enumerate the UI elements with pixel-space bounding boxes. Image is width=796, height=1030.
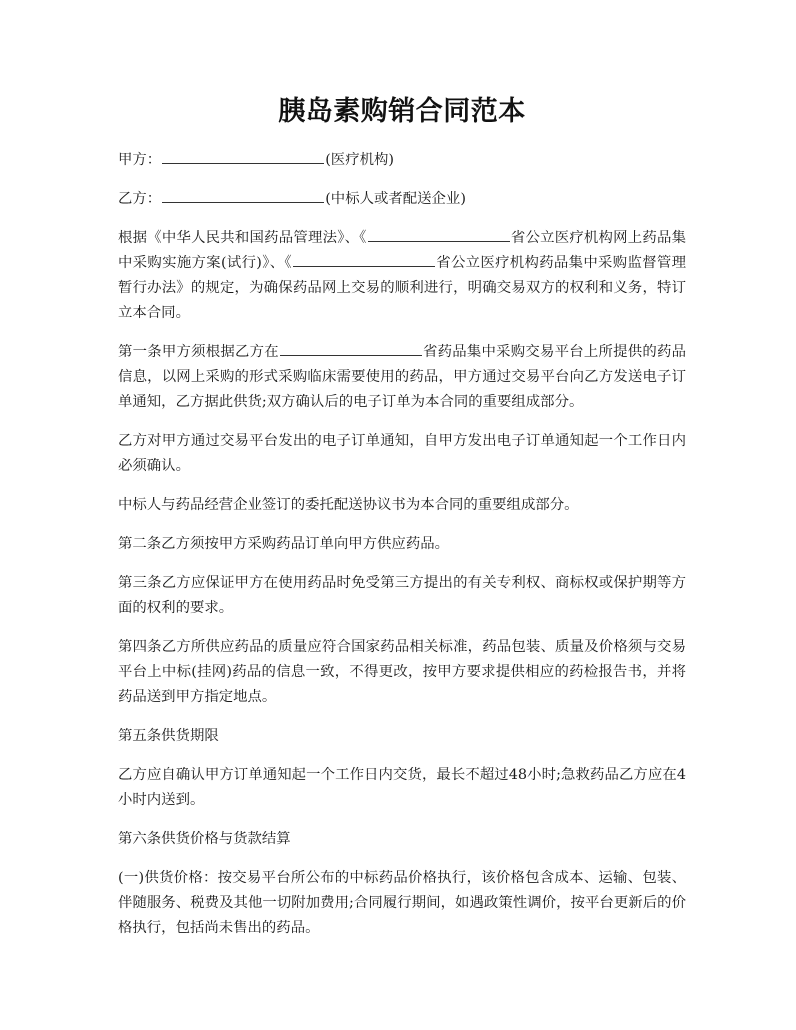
article-1-paragraph (118, 340, 686, 415)
article-5-heading: 第五条供货期限 (118, 728, 219, 744)
preamble-text-1: 根据《中华人民共和国药品管理法》、《 (118, 230, 367, 246)
party-b-note: (中标人或者配送企业) (325, 191, 466, 207)
article-1-text-2: 省药品集中采购交易平台上所提供的药品信息，以网上采购的形式采购临床需要使用的药品，甲方通过交易平台向乙方发送电子订单通知，乙方据此供货;双方确认后的电子订单为本合同的重要组成部分。 (118, 344, 686, 410)
platform-province-blank (280, 341, 422, 356)
preamble-text-3: 省公立医疗机构药品集中采购监督管理暂行办法》的规定，为确保药品网上交易的顺利进行，明确交易双方的权利和义务，特订立本合同。 (118, 255, 686, 321)
province-blank-2 (293, 252, 435, 267)
party-b-label: 乙方： (118, 191, 162, 207)
article-2-paragraph: 第二条乙方须按甲方采购药品订单向甲方供应药品。 (118, 536, 449, 552)
preamble-paragraph (118, 226, 686, 326)
article-6-price-paragraph: (一)供货价格：按交易平台所公布的中标药品价格执行，该价格包含成本、运输、包装、伴随服务、税费及其他一切附加费用;合同履行期间，如遇政策性调价，按平台更新后的价格执行，包括尚未售出的药品。 (118, 870, 686, 936)
contract-page (118, 92, 686, 955)
preamble-text-2: 省公立医疗机构网上药品集中采购实施方案(试行)》、《 (118, 230, 686, 271)
paragraph-delivery-agreement: 中标人与药品经营企业签订的委托配送协议书为本合同的重要组成部分。 (118, 497, 579, 513)
party-b-blank (162, 188, 324, 203)
party-a-note: (医疗机构) (325, 152, 394, 168)
party-a-blank (162, 149, 324, 164)
party-b-line (118, 187, 686, 212)
article-1-text-1: 第一条甲方须根据乙方在 (118, 344, 279, 360)
party-a-label: 甲方： (118, 152, 162, 168)
paragraph-confirmation: 乙方对甲方通过交易平台发出的电子订单通知，自甲方发出电子订单通知起一个工作日内必须确认。 (118, 433, 686, 474)
article-3-paragraph: 第三条乙方应保证甲方在使用药品时免受第三方提出的有关专利权、商标权或保护期等方面的权利的要求。 (118, 575, 686, 616)
article-5-paragraph: 乙方应自确认甲方订单通知起一个工作日内交货，最长不超过48小时;急救药品乙方应在4小时内送到。 (118, 767, 686, 808)
province-blank-1 (368, 227, 510, 242)
article-4-paragraph: 第四条乙方所供应药品的质量应符合国家药品相关标准，药品包装、质量及价格须与交易平台上中标(挂网)药品的信息一致，不得更改，按甲方要求提供相应的药检报告书，并将药品送到甲方指定地点。 (118, 639, 686, 705)
article-6-heading: 第六条供货价格与货款结算 (118, 831, 291, 847)
party-a-line (118, 148, 686, 173)
document-title: 胰岛素购销合同范本 (278, 96, 526, 127)
